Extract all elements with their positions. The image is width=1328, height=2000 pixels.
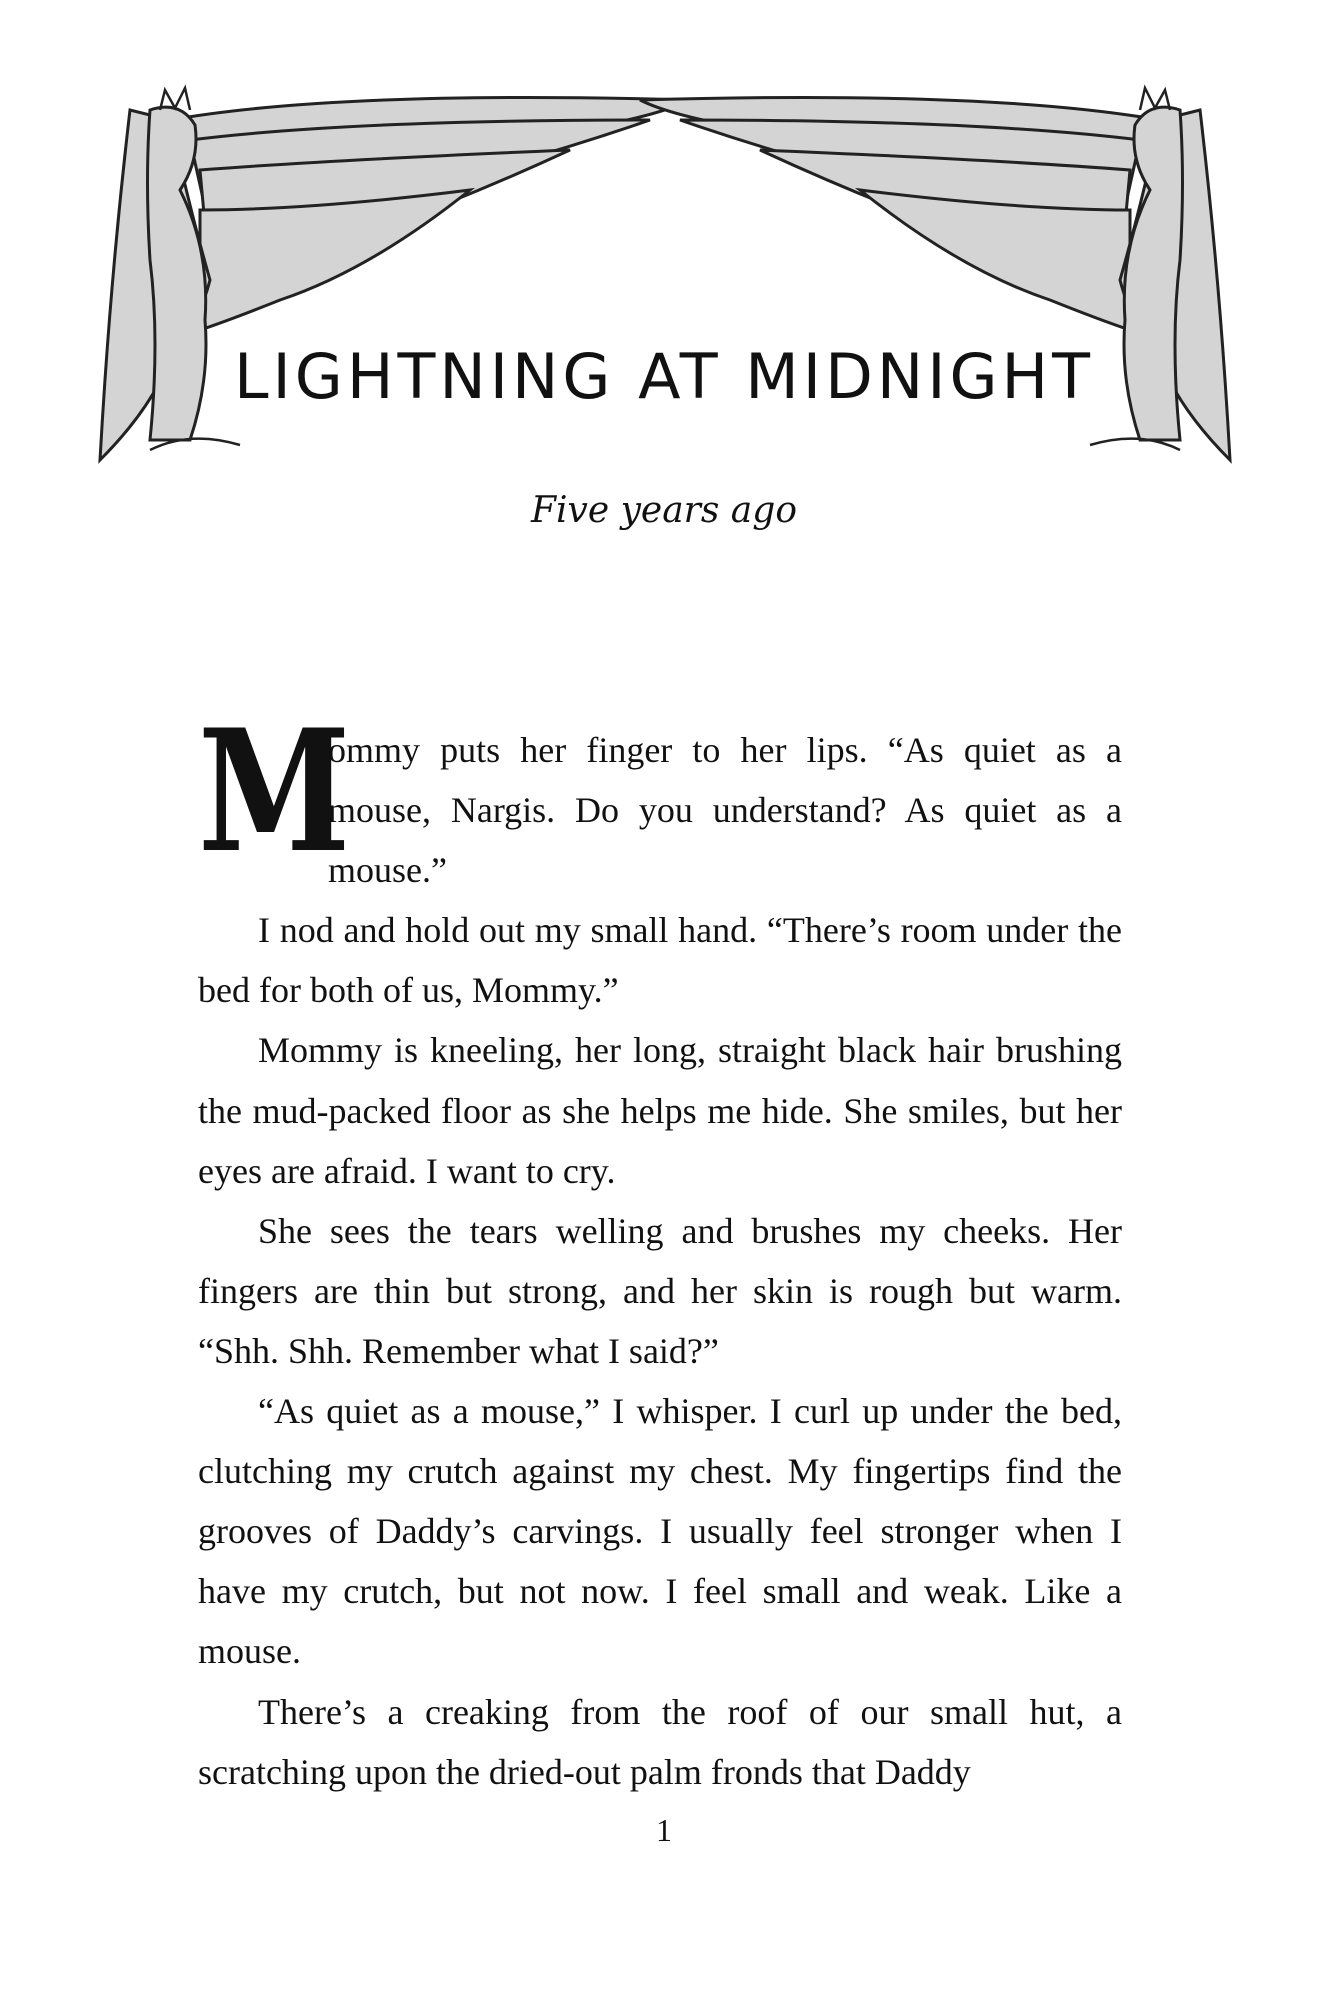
paragraph: “As quiet as a mouse,” I whisper. I curl up under the bed, clutching my crutch against my chest. My fingertips find the grooves of Daddy’s carvings. I usually feel stronger when I have my crutch, but not now. I feel small and weak. Like a mouse.	[198, 1391, 1122, 1672]
chapter-body	[198, 692, 1122, 1802]
paragraph: Mommy is kneeling, her long, straight black hair brushing the mud-packed floor as she helps me hide. She smiles, but her eyes are afraid. I want to cry.	[198, 1030, 1122, 1191]
page-number: 1	[656, 1812, 672, 1848]
chapter-title: LIGHTNING AT MIDNIGHT	[233, 340, 1095, 413]
paragraph	[198, 692, 1122, 900]
paragraph: I nod and hold out my small hand. “There’s room under the bed for both of us, Mommy.”	[198, 910, 1122, 1011]
paragraph: There’s a creaking from the roof of our small hut, a scratching upon the dried-out palm fronds that Daddy	[198, 1691, 1122, 1792]
paragraph: She sees the tears welling and brushes my cheeks. Her fingers are thin but strong, and her skin is rough but warm. “Shh. Shh. Remember what I said?”	[198, 1210, 1122, 1371]
drop-cap: M	[198, 692, 351, 890]
paragraph-text: ommy puts her finger to her lips. “As quiet as a mouse, Nargis. Do you understand? As quiet as a mouse.”	[328, 730, 1122, 891]
chapter-subtitle: Five years ago	[531, 490, 797, 531]
winged-harpy-ornament-icon	[90, 80, 1240, 500]
